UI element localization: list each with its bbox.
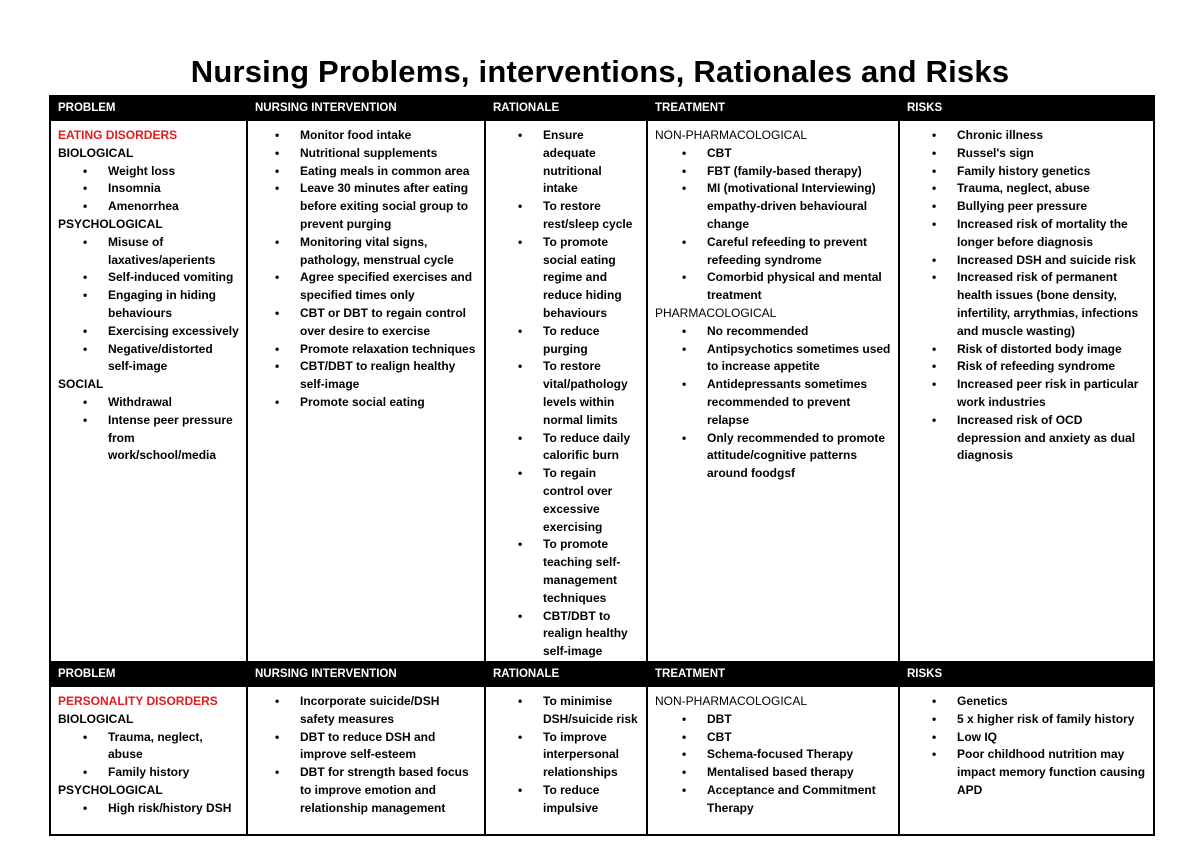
header-treatment: TREATMENT <box>647 96 899 120</box>
list-item: • Exercising excessively <box>108 323 239 341</box>
table-header-row <box>50 96 1154 120</box>
list-item: • Careful refeeding to prevent refeeding syndrome <box>707 234 891 270</box>
category-label: BIOLOGICAL <box>58 145 134 160</box>
list-item: • DBT to reduce DSH and improve self-esteem <box>300 729 477 765</box>
bullet-list <box>907 693 1146 800</box>
list-item: • CBT/DBT to realign healthy self-image <box>543 608 639 661</box>
list-item: • Antidepressants sometimes recommended to prevent relapse <box>707 376 891 429</box>
category-label: NON-PHARMACOLOGICAL <box>655 693 808 708</box>
list-item: • Acceptance and Commitment Therapy <box>707 782 891 818</box>
table-header-row <box>50 662 1154 686</box>
list-item: • To reduce purging <box>543 323 639 359</box>
list-item: • Trauma, neglect, abuse <box>957 180 1146 198</box>
risks-cell <box>899 120 1154 662</box>
list-item: • CBT or DBT to regain control over desire to exercise <box>300 305 477 341</box>
treatment-cell <box>647 686 899 835</box>
bullet-list <box>58 234 239 376</box>
list-item: • Nutritional supplements <box>300 145 477 163</box>
table-row <box>50 120 1154 662</box>
list-item: • Amenorrhea <box>108 198 239 216</box>
bullet-list <box>58 394 239 465</box>
list-item: • Intense peer pressure from work/school/media <box>108 412 239 465</box>
list-item: • Genetics <box>957 693 1146 711</box>
page-title: Nursing Problems, interventions, Rationales and Risks <box>190 54 1010 89</box>
list-item: • Increased DSH and suicide risk <box>957 252 1146 270</box>
intervention-cell <box>247 686 485 835</box>
list-item: • To promote teaching self-management techniques <box>543 536 639 607</box>
list-item: • MI (motivational Interviewing) empathy-driven behavioural change <box>707 180 891 233</box>
list-item: • Eating meals in common area <box>300 163 477 181</box>
list-item: • Increased peer risk in particular work industries <box>957 376 1146 412</box>
bullet-list <box>255 127 477 412</box>
list-item: • No recommended <box>707 323 891 341</box>
risks-cell <box>899 686 1154 835</box>
problem-cell <box>50 686 247 835</box>
list-item: • Promote social eating <box>300 394 477 412</box>
bullet-list <box>655 323 891 483</box>
list-item: • To restore vital/pathology levels within normal limits <box>543 358 639 429</box>
list-item: • Monitoring vital signs, pathology, menstrual cycle <box>300 234 477 270</box>
list-item: • Russel's sign <box>957 145 1146 163</box>
header-problem: PROBLEM <box>50 96 247 120</box>
problem-heading: PERSONALITY DISORDERS <box>58 693 218 708</box>
list-item: • Chronic illness <box>957 127 1146 145</box>
list-item: • Monitor food intake <box>300 127 477 145</box>
list-item: • Mentalised based therapy <box>707 764 891 782</box>
problem-heading: EATING DISORDERS <box>58 128 178 142</box>
list-item: • DBT <box>707 711 891 729</box>
list-item: • Family history genetics <box>957 163 1146 181</box>
bullet-list <box>907 127 1146 465</box>
nursing-table <box>49 95 1155 836</box>
list-item: • CBT <box>707 729 891 747</box>
list-item: • Poor childhood nutrition may impact memory function causing APD <box>957 746 1146 799</box>
treatment-cell <box>647 120 899 662</box>
header-problem: PROBLEM <box>50 662 247 686</box>
list-item: • FBT (family-based therapy) <box>707 163 891 181</box>
list-item: • Risk of refeeding syndrome <box>957 358 1146 376</box>
bullet-list <box>655 145 891 305</box>
bullet-list <box>655 711 891 818</box>
list-item: • Risk of distorted body image <box>957 341 1146 359</box>
rationale-cell <box>485 120 647 662</box>
list-item: • Comorbid physical and mental treatment <box>707 269 891 305</box>
bullet-list <box>255 693 477 818</box>
list-item: • Agree specified exercises and specified times only <box>300 269 477 305</box>
list-item: • Negative/distorted self-image <box>108 341 239 377</box>
category-label: PHARMACOLOGICAL <box>655 305 777 320</box>
list-item: • To reduce daily calorific burn <box>543 430 639 466</box>
list-item: • Ensure adequate nutritional intake <box>543 127 639 198</box>
category-label: PSYCHOLOGICAL <box>58 216 163 231</box>
list-item: • 5 x higher risk of family history <box>957 711 1146 729</box>
list-item: • DBT for strength based focus to improve emotion and relationship management <box>300 764 477 817</box>
category-label: NON-PHARMACOLOGICAL <box>655 128 808 142</box>
category-label: PSYCHOLOGICAL <box>58 782 163 797</box>
bullet-list <box>493 693 639 818</box>
intervention-cell <box>247 120 485 662</box>
list-item: • Only recommended to promote attitude/cognitive patterns around foodgsf <box>707 430 891 483</box>
list-item: • Bullying peer pressure <box>957 198 1146 216</box>
bullet-list <box>58 729 239 782</box>
header-rationale: RATIONALE <box>485 662 647 686</box>
problem-cell <box>50 120 247 662</box>
list-item: • Incorporate suicide/DSH safety measures <box>300 693 477 729</box>
header-rationale: RATIONALE <box>485 96 647 120</box>
category-label: SOCIAL <box>58 377 104 392</box>
bullet-list <box>58 163 239 216</box>
list-item: • Antipsychotics sometimes used to increase appetite <box>707 341 891 377</box>
list-item: • Leave 30 minutes after eating before exiting social group to prevent purging <box>300 180 477 233</box>
header-treatment: TREATMENT <box>647 662 899 686</box>
list-item: • Insomnia <box>108 180 239 198</box>
list-item: • Schema-focused Therapy <box>707 746 891 764</box>
header-nursing-intervention: NURSING INTERVENTION <box>247 662 485 686</box>
list-item: • High risk/history DSH <box>108 800 239 818</box>
list-item: • Increased risk of mortality the longer before diagnosis <box>957 216 1146 252</box>
list-item: • CBT <box>707 145 891 163</box>
header-risks: RISKS <box>899 662 1154 686</box>
table-row <box>50 686 1154 835</box>
list-item: • Engaging in hiding behaviours <box>108 287 239 323</box>
list-item: • To minimise DSH/suicide risk <box>543 693 639 729</box>
list-item: • Increased risk of permanent health issues (bone density, infertility, arrythmias, infections and muscle wasting) <box>957 269 1146 340</box>
category-label: BIOLOGICAL <box>58 711 134 726</box>
list-item: • Misuse of laxatives/aperients <box>108 234 239 270</box>
list-item: • Increased risk of OCD depression and anxiety as dual diagnosis <box>957 412 1146 465</box>
list-item: • CBT/DBT to realign healthy self-image <box>300 358 477 394</box>
rationale-cell <box>485 686 647 835</box>
list-item: • Trauma, neglect, abuse <box>108 729 239 765</box>
list-item: • To restore rest/sleep cycle <box>543 198 639 234</box>
list-item: • Self-induced vomiting <box>108 269 239 287</box>
bullet-list <box>493 127 639 661</box>
header-nursing-intervention: NURSING INTERVENTION <box>247 96 485 120</box>
list-item: • To regain control over excessive exercising <box>543 465 639 536</box>
list-item: • Promote relaxation techniques <box>300 341 477 359</box>
bullet-list <box>58 800 239 818</box>
list-item: • Weight loss <box>108 163 239 181</box>
list-item: • Family history <box>108 764 239 782</box>
header-risks: RISKS <box>899 96 1154 120</box>
list-item: • To improve interpersonal relationships <box>543 729 639 782</box>
list-item: • To reduce impulsive <box>543 782 639 818</box>
list-item: • Withdrawal <box>108 394 239 412</box>
list-item: • To promote social eating regime and reduce hiding behaviours <box>543 234 639 323</box>
list-item: • Low IQ <box>957 729 1146 747</box>
